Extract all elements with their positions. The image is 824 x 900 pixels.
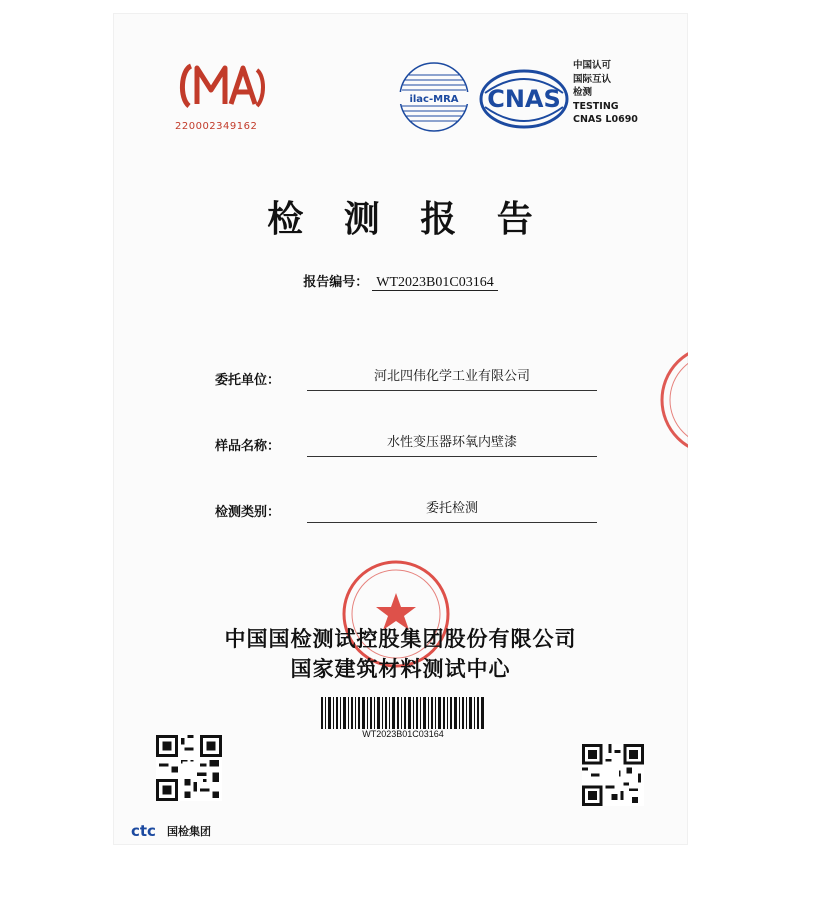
cma-number: 220002349162 bbox=[175, 121, 258, 132]
report-number bbox=[113, 271, 688, 291]
report-number-label: 报告编号： bbox=[303, 275, 369, 290]
sample-name-label: 样品名称： bbox=[215, 439, 281, 454]
organization-name: 中国国检测试控股集团股份有限公司 bbox=[224, 626, 577, 651]
cma-logo-icon bbox=[177, 60, 267, 112]
barcode-number: WT2023B01C03164 bbox=[362, 729, 444, 739]
organization-center: 国家建筑材料测试中心 bbox=[290, 656, 511, 681]
client-value: 河北四伟化学工业有限公司 bbox=[307, 365, 597, 391]
accreditation-line: 检测 bbox=[573, 87, 593, 99]
accreditation-text bbox=[573, 59, 683, 127]
cnas-logo-icon bbox=[479, 69, 569, 129]
qr-code-icon bbox=[156, 735, 222, 801]
cnas-text: CNAS bbox=[487, 85, 561, 113]
ctc-text: ctc bbox=[131, 822, 156, 840]
accreditation-line: 国际互认 bbox=[573, 73, 612, 85]
barcode-icon bbox=[319, 697, 487, 729]
partial-seal-icon bbox=[658, 343, 688, 458]
sample-name-value: 水性变压器环氧内壁漆 bbox=[307, 431, 597, 457]
accreditation-line: CNAS L0690 bbox=[573, 114, 638, 126]
test-category-value: 委托检测 bbox=[307, 497, 597, 523]
certificate-page bbox=[113, 13, 688, 845]
report-number-value: WT2023B01C03164 bbox=[372, 275, 497, 291]
report-title: 检 测 报 告 bbox=[267, 198, 534, 240]
ilac-text: ilac-MRA bbox=[409, 94, 459, 105]
accreditation-line: 中国认可 bbox=[573, 60, 612, 71]
qr-code-icon bbox=[582, 744, 644, 806]
ctc-brand-name: 国检集团 bbox=[167, 825, 211, 838]
accreditation-line: TESTING bbox=[573, 100, 619, 112]
ilac-mra-logo-icon bbox=[397, 60, 471, 134]
client-label: 委托单位： bbox=[215, 373, 281, 388]
test-category-label: 检测类别： bbox=[215, 505, 281, 520]
